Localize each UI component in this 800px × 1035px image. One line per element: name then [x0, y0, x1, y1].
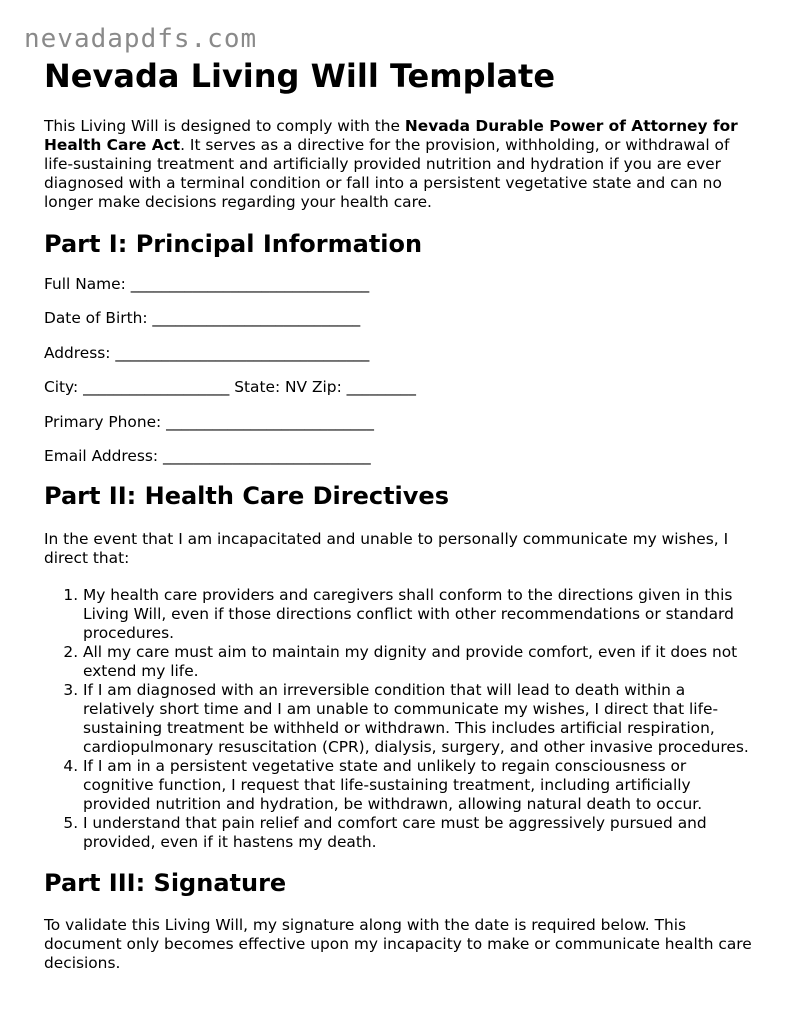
date-of-birth-field: Date of Birth: ___________________________	[44, 309, 361, 328]
document-content	[44, 56, 756, 973]
directives-list	[44, 586, 756, 852]
part2-intro: In the event that I am incapacitated and unable to personally communicate my wishes, I direct that:	[44, 530, 729, 568]
part1-heading: Part I: Principal Information	[44, 230, 423, 258]
part2-heading: Part II: Health Care Directives	[44, 482, 449, 511]
email-address-field: Email Address: ___________________________	[44, 446, 371, 465]
intro-paragraph	[44, 117, 756, 212]
list-item: 2. All my care must aim to maintain my dignity and provide comfort, even if it does not extend my life.	[83, 643, 756, 681]
list-item: 4. If I am in a persistent vegetative state and unlikely to regain consciousness or cognitive function, I request that life-sustaining treatment, including artificially provided nutrition and hydration, be withdrawn, allowing natural death to occur.	[83, 757, 756, 814]
list-item: 1. My health care providers and caregivers shall conform to the directions given in this Living Will, even if those directions conflict with other recommendations or standard procedures.	[83, 586, 756, 643]
intro-text-after: . It serves as a directive for the provision, withholding, or withdrawal of life-sustaining treatment and artificially provided nutrition and hydration if you are ever diagnosed with a terminal condition or fall into a persistent vegetative state and can no longer make decisions regarding your health care.	[44, 136, 730, 211]
list-item: 3. If I am diagnosed with an irreversible condition that will lead to death within a relatively short time and I am unable to communicate my wishes, I direct that life-sustaining treatment be withheld or withdrawn. This includes artificial respiration, cardiopulmonary resuscitation (CPR), dialysis, surgery, and other invasive procedures.	[83, 681, 756, 757]
list-item: 5. I understand that pain relief and comfort care must be aggressively pursued and provided, even if it hastens my death.	[83, 814, 756, 852]
part3-heading: Part III: Signature	[44, 869, 287, 898]
principal-info-fields	[44, 275, 756, 466]
primary-phone-field: Primary Phone: ___________________________	[44, 412, 374, 431]
intro-text-before: This Living Will is designed to comply with the	[44, 117, 405, 135]
intro-act-name: Nevada Durable Power of Attorney for Health Care Act	[44, 117, 738, 154]
part3-text: To validate this Living Will, my signature along with the date is required below. This document only becomes effective upon my incapacity to make or communicate health care decisions.	[44, 916, 752, 973]
page-title: Nevada Living Will Template	[44, 57, 556, 95]
watermark: nevadapdfs.com	[24, 24, 258, 54]
city-state-zip-field: City: ___________________ State: NV Zip: _________	[44, 378, 416, 397]
full-name-field: Full Name: _______________________________	[44, 275, 370, 293]
address-field: Address: _________________________________	[44, 343, 370, 362]
